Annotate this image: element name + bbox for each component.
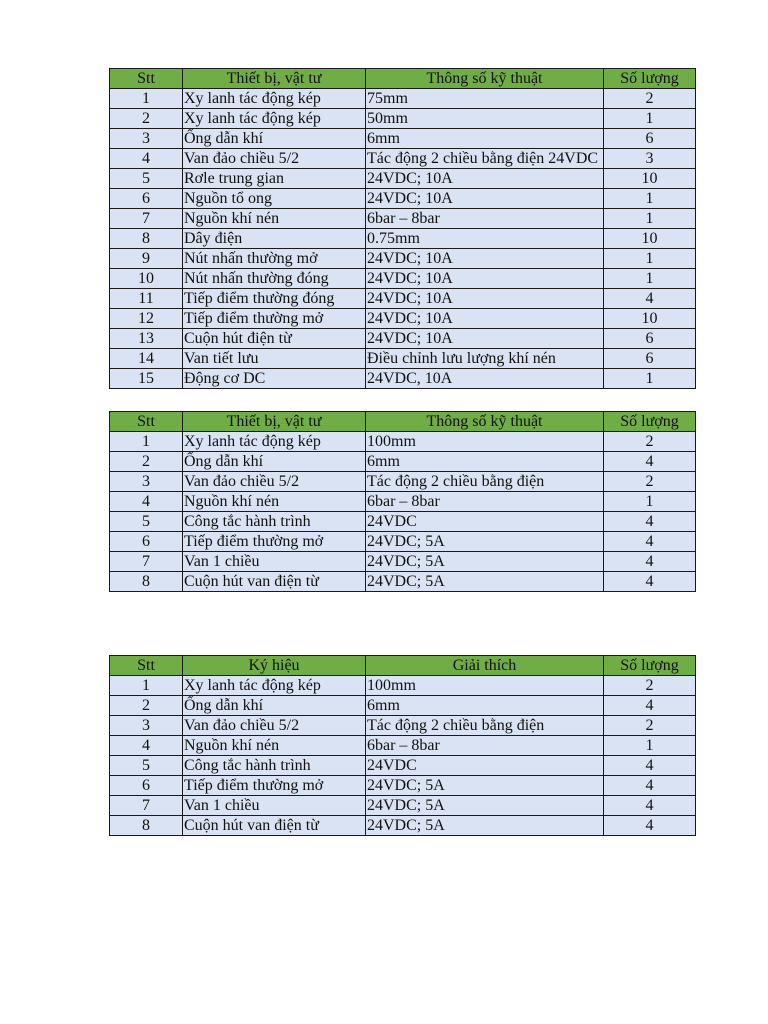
item-name-cell: Công tắc hành trình [183,512,366,532]
stt-cell: 3 [110,472,183,492]
table-row [110,432,696,452]
item-name-cell: Cuộn hút van điện từ [183,816,366,836]
table-row [110,169,696,189]
spec-cell: 24VDC [366,512,604,532]
stt-cell: 5 [110,756,183,776]
table-row [110,492,696,512]
stt-cell: 4 [110,736,183,756]
stt-cell: 15 [110,369,183,389]
stt-cell: 2 [110,109,183,129]
item-name-cell: Dây điện [183,229,366,249]
stt-cell: 4 [110,492,183,512]
table-row [110,129,696,149]
symbol-table [109,655,696,836]
table-row [110,796,696,816]
spec-cell: 6mm [366,129,604,149]
quantity-cell: 2 [604,432,696,452]
table-body [110,432,696,592]
quantity-cell: 1 [604,492,696,512]
quantity-cell: 10 [604,169,696,189]
stt-cell: 4 [110,149,183,169]
quantity-cell: 4 [604,532,696,552]
quantity-cell: 2 [604,716,696,736]
item-header: Thiết bị, vật tư [183,69,366,89]
quantity-cell: 4 [604,289,696,309]
table-row [110,452,696,472]
table-row [110,349,696,369]
spec-cell: Tác động 2 chiều bằng điện 24VDC [366,149,604,169]
spec-cell: 6mm [366,452,604,472]
spec-cell: 24VDC; 10A [366,189,604,209]
table-row [110,676,696,696]
table-row [110,472,696,492]
spec-cell: 50mm [366,109,604,129]
item-name-cell: Van đảo chiều 5/2 [183,472,366,492]
quantity-cell: 3 [604,149,696,169]
spec-cell: 24VDC; 10A [366,329,604,349]
item-name-cell: Nguồn khí nén [183,736,366,756]
header-row [110,412,696,432]
spec-header: Giải thích [366,656,604,676]
spec-cell: Tác động 2 chiều bằng điện [366,716,604,736]
quantity-cell: 4 [604,816,696,836]
quantity-cell: 4 [604,552,696,572]
spec-cell: Điều chỉnh lưu lượng khí nén [366,349,604,369]
quantity-cell: 6 [604,129,696,149]
item-name-cell: Xy lanh tác động kép [183,432,366,452]
item-name-cell: Van 1 chiều [183,552,366,572]
table-row [110,149,696,169]
quantity-cell: 1 [604,249,696,269]
item-name-cell: Tiếp điểm thường đóng [183,289,366,309]
stt-cell: 5 [110,512,183,532]
stt-cell: 14 [110,349,183,369]
item-name-cell: Tiếp điểm thường mở [183,532,366,552]
spec-cell: 24VDC, 10A [366,369,604,389]
item-name-cell: Tiếp điểm thường mở [183,776,366,796]
stt-cell: 3 [110,716,183,736]
item-name-cell: Xy lanh tác động kép [183,89,366,109]
spec-header: Thông số kỹ thuật [366,69,604,89]
table-row [110,572,696,592]
quantity-header: Số lượng [604,69,696,89]
spec-cell: 24VDC; 10A [366,249,604,269]
table-row [110,209,696,229]
item-name-cell: Xy lanh tác động kép [183,676,366,696]
quantity-cell: 2 [604,676,696,696]
spec-cell: 6bar – 8bar [366,492,604,512]
table-row [110,289,696,309]
item-name-cell: Ống dẫn khí [183,696,366,716]
stt-cell: 12 [110,309,183,329]
spec-cell: 24VDC; 5A [366,572,604,592]
quantity-cell: 1 [604,189,696,209]
table-row [110,329,696,349]
table-row [110,552,696,572]
quantity-cell: 4 [604,512,696,532]
item-name-cell: Ống dẫn khí [183,129,366,149]
item-name-cell: Công tắc hành trình [183,756,366,776]
equipment-table-1 [109,68,696,389]
item-name-cell: Van đảo chiều 5/2 [183,716,366,736]
stt-cell: 13 [110,329,183,349]
spec-cell: 75mm [366,89,604,109]
quantity-cell: 4 [604,776,696,796]
quantity-header: Số lượng [604,412,696,432]
spec-cell: 6mm [366,696,604,716]
spec-cell: 100mm [366,676,604,696]
item-name-cell: Van đảo chiều 5/2 [183,149,366,169]
stt-cell: 7 [110,209,183,229]
item-name-cell: Nút nhấn thường đóng [183,269,366,289]
stt-cell: 2 [110,452,183,472]
spec-cell: 24VDC; 5A [366,552,604,572]
item-name-cell: Van 1 chiều [183,796,366,816]
quantity-cell: 1 [604,736,696,756]
table-row [110,229,696,249]
table-row [110,269,696,289]
stt-cell: 6 [110,776,183,796]
table-header [110,69,696,89]
table-row [110,512,696,532]
quantity-cell: 2 [604,89,696,109]
spec-cell: 24VDC; 10A [366,309,604,329]
stt-cell: 7 [110,552,183,572]
spec-cell: 24VDC; 5A [366,796,604,816]
table-row [110,249,696,269]
spec-cell: 0.75mm [366,229,604,249]
item-name-cell: Nguồn khí nén [183,492,366,512]
equipment-table-2 [109,411,696,592]
quantity-cell: 2 [604,472,696,492]
stt-header: Stt [110,69,183,89]
table-row [110,776,696,796]
item-name-cell: Nguồn tổ ong [183,189,366,209]
table-body [110,676,696,836]
table-row [110,736,696,756]
header-row [110,69,696,89]
quantity-cell: 1 [604,369,696,389]
header-row [110,656,696,676]
table-row [110,532,696,552]
table-row [110,696,696,716]
spec-cell: 24VDC; 5A [366,532,604,552]
spec-header: Thông số kỹ thuật [366,412,604,432]
quantity-cell: 4 [604,756,696,776]
table-row [110,309,696,329]
stt-cell: 3 [110,129,183,149]
quantity-cell: 4 [604,452,696,472]
quantity-cell: 1 [604,209,696,229]
stt-cell: 6 [110,189,183,209]
item-name-cell: Nút nhấn thường mở [183,249,366,269]
table-row [110,369,696,389]
quantity-cell: 6 [604,329,696,349]
table-row [110,756,696,776]
stt-cell: 2 [110,696,183,716]
spec-cell: 6bar – 8bar [366,736,604,756]
spec-cell: Tác động 2 chiều bằng điện [366,472,604,492]
spec-cell: 24VDC; 10A [366,169,604,189]
stt-cell: 1 [110,432,183,452]
table-row [110,89,696,109]
stt-cell: 6 [110,532,183,552]
spec-cell: 6bar – 8bar [366,209,604,229]
table-row [110,716,696,736]
stt-cell: 1 [110,89,183,109]
item-name-cell: Ống dẫn khí [183,452,366,472]
table-header [110,412,696,432]
spec-cell: 24VDC [366,756,604,776]
quantity-cell: 1 [604,269,696,289]
stt-cell: 5 [110,169,183,189]
quantity-cell: 6 [604,349,696,369]
item-name-cell: Cuộn hút van điện từ [183,572,366,592]
spec-cell: 100mm [366,432,604,452]
stt-header: Stt [110,656,183,676]
item-name-cell: Cuộn hút điện từ [183,329,366,349]
stt-header: Stt [110,412,183,432]
spec-cell: 24VDC; 5A [366,776,604,796]
spec-cell: 24VDC; 5A [366,816,604,836]
table-row [110,109,696,129]
stt-cell: 8 [110,816,183,836]
quantity-cell: 4 [604,572,696,592]
stt-cell: 8 [110,229,183,249]
table-row [110,189,696,209]
stt-cell: 11 [110,289,183,309]
quantity-cell: 10 [604,309,696,329]
item-name-cell: Động cơ DC [183,369,366,389]
quantity-cell: 1 [604,109,696,129]
stt-cell: 7 [110,796,183,816]
stt-cell: 9 [110,249,183,269]
table-header [110,656,696,676]
quantity-header: Số lượng [604,656,696,676]
item-name-cell: Xy lanh tác động kép [183,109,366,129]
item-name-cell: Rơle trung gian [183,169,366,189]
stt-cell: 8 [110,572,183,592]
spec-cell: 24VDC; 10A [366,289,604,309]
stt-cell: 10 [110,269,183,289]
item-name-cell: Van tiết lưu [183,349,366,369]
item-header: Ký hiệu [183,656,366,676]
spec-cell: 24VDC; 10A [366,269,604,289]
item-header: Thiết bị, vật tư [183,412,366,432]
item-name-cell: Nguồn khí nén [183,209,366,229]
quantity-cell: 4 [604,696,696,716]
quantity-cell: 4 [604,796,696,816]
stt-cell: 1 [110,676,183,696]
item-name-cell: Tiếp điểm thường mở [183,309,366,329]
quantity-cell: 10 [604,229,696,249]
table-body [110,89,696,389]
table-row [110,816,696,836]
